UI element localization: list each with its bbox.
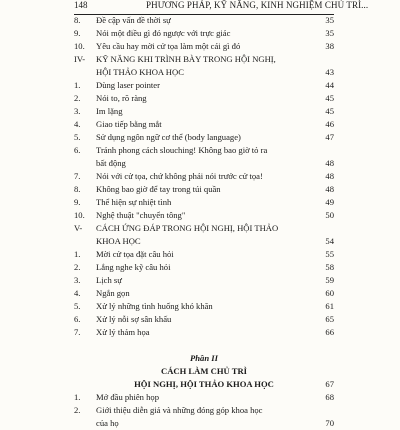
entry-page: 68 <box>325 392 334 402</box>
entry-page: 45 <box>325 93 334 103</box>
toc-entry <box>74 326 334 339</box>
entry-number: 1. <box>74 80 81 90</box>
entry-title: Sử dụng ngôn ngữ cơ thể (body language) <box>96 132 241 142</box>
entry-title: Giao tiếp bằng mắt <box>96 119 162 129</box>
entry-page: 47 <box>325 132 334 142</box>
entry-page: 61 <box>325 301 334 311</box>
entry-title: Dùng laser pointer <box>96 80 160 90</box>
entry-number: 7. <box>74 327 81 337</box>
section-title: KỸ NĂNG KHI TRÌNH BÀY TRONG HỘI NGHỊ, HỘI THẢO KHOA HỌC <box>96 54 276 77</box>
entry-title: Thể hiện sự nhiệt tình <box>96 197 172 207</box>
entry-title: Lịch sự <box>96 275 122 285</box>
running-title: PHƯƠNG PHÁP, KỸ NĂNG, KINH NGHIỆM CHỦ TRÌ... <box>146 0 369 10</box>
toc-entry <box>74 313 334 326</box>
entry-title: Tránh phong cách slouching! Không bao giờ tỏ ra bất động <box>96 145 268 168</box>
entry-number: 1. <box>74 392 81 402</box>
entry-number: 2. <box>74 93 81 103</box>
part-title-line1: CÁCH LÀM CHỦ TRÌ <box>160 366 248 376</box>
toc-entry <box>74 261 334 274</box>
entry-title: Ngắn gọn <box>96 288 130 298</box>
entry-title: Không bao giờ để tay trong túi quần <box>96 184 221 194</box>
entry-number: 8. <box>74 15 81 25</box>
entry-title: Đề cập vấn đề thời sự <box>96 15 171 25</box>
entry-number: 3. <box>74 106 81 116</box>
entry-page: 59 <box>325 275 334 285</box>
toc-entry <box>74 287 334 300</box>
running-header <box>74 0 369 15</box>
entry-number: 1. <box>74 249 81 259</box>
entry-number: 10. <box>74 41 85 51</box>
toc-entry <box>74 274 334 287</box>
entry-title: Lắng nghe kỹ câu hỏi <box>96 262 171 272</box>
entry-number: 6. <box>74 314 81 324</box>
toc-entry <box>74 183 334 196</box>
entry-title: Nói to, rõ ràng <box>96 93 147 103</box>
entry-page: 46 <box>325 119 334 129</box>
entry-page: 65 <box>325 314 334 324</box>
entry-page: 66 <box>325 327 334 337</box>
entry-page: 45 <box>325 106 334 116</box>
entry-title: Mời cử tọa đặt câu hỏi <box>96 249 174 259</box>
entry-page: 48 <box>325 158 334 168</box>
toc-entry <box>74 79 334 92</box>
section-page: 43 <box>325 67 334 77</box>
entry-title: Xử lý nỗi sợ sân khấu <box>96 314 172 324</box>
toc-entry <box>74 209 334 222</box>
toc-entry <box>74 40 334 53</box>
toc-entry <box>74 131 334 144</box>
table-of-contents <box>74 14 334 430</box>
entry-page: 49 <box>325 197 334 207</box>
entry-page: 44 <box>325 80 334 90</box>
toc-entry <box>74 144 334 170</box>
entry-number: 4. <box>74 119 81 129</box>
entry-title: Giới thiệu diễn giả và những đóng góp khoa học của họ <box>96 405 263 428</box>
entry-page: 60 <box>325 288 334 298</box>
entry-number: 2. <box>74 405 81 415</box>
entry-number: 10. <box>74 210 85 220</box>
entry-page: 55 <box>325 249 334 259</box>
entry-number: 9. <box>74 197 81 207</box>
toc-entry <box>74 105 334 118</box>
toc-entry <box>74 92 334 105</box>
section-title: CÁCH ỨNG ĐÁP TRONG HỘI NGHỊ, HỘI THẢO KHOA HỌC <box>96 223 279 246</box>
entry-title: Nói với cử tọa, chứ không phải nói trước cử tọa! <box>96 171 263 181</box>
entry-page: 35 <box>325 15 334 25</box>
toc-entry <box>74 118 334 131</box>
entry-title: Xử lý những tình huống khó khăn <box>96 301 213 311</box>
entry-title: Yêu cầu hay mời cử tọa làm một cái gì đó <box>96 41 241 51</box>
entry-number: 5. <box>74 132 81 142</box>
entry-page: 70 <box>325 418 334 428</box>
entry-page: 48 <box>325 184 334 194</box>
toc-entry <box>74 300 334 313</box>
part-page: 67 <box>325 379 334 389</box>
entry-number: 3. <box>74 275 81 285</box>
toc-entry <box>74 391 334 404</box>
toc-entry <box>74 170 334 183</box>
entry-number: 9. <box>74 28 81 38</box>
toc-entry <box>74 248 334 261</box>
entry-title: Xử lý thảm họa <box>96 327 150 337</box>
entry-number: 5. <box>74 301 81 311</box>
entry-number: 6. <box>74 145 81 155</box>
entry-title: Nghệ thuật "chuyển tông" <box>96 210 186 220</box>
entry-title: Mở đầu phiên họp <box>96 392 160 402</box>
page-number: 148 <box>74 0 88 10</box>
entry-number: 8. <box>74 184 81 194</box>
entry-page: 48 <box>325 171 334 181</box>
section-number: V- <box>74 223 83 233</box>
toc-entry <box>74 14 334 27</box>
toc-entry <box>74 27 334 40</box>
entry-title: Nói một điều gì đó ngược với trực giác <box>96 28 231 38</box>
section-heading-iv <box>74 53 334 79</box>
entry-number: 7. <box>74 171 81 181</box>
entry-title: Im lặng <box>96 106 123 116</box>
section-heading-v <box>74 222 334 248</box>
entry-number: 4. <box>74 288 81 298</box>
entry-number: 2. <box>74 262 81 272</box>
toc-entry <box>74 404 334 430</box>
entry-page: 38 <box>325 41 334 51</box>
entry-page: 35 <box>325 28 334 38</box>
entry-page: 58 <box>325 262 334 272</box>
section-page: 54 <box>325 236 334 246</box>
part-title-line2: HỘI NGHỊ, HỘI THẢO KHOA HỌC 67 <box>134 379 334 389</box>
section-number: IV- <box>74 54 86 64</box>
toc-entry <box>74 196 334 209</box>
part-label: Phần II <box>190 353 218 363</box>
entry-page: 50 <box>325 210 334 220</box>
